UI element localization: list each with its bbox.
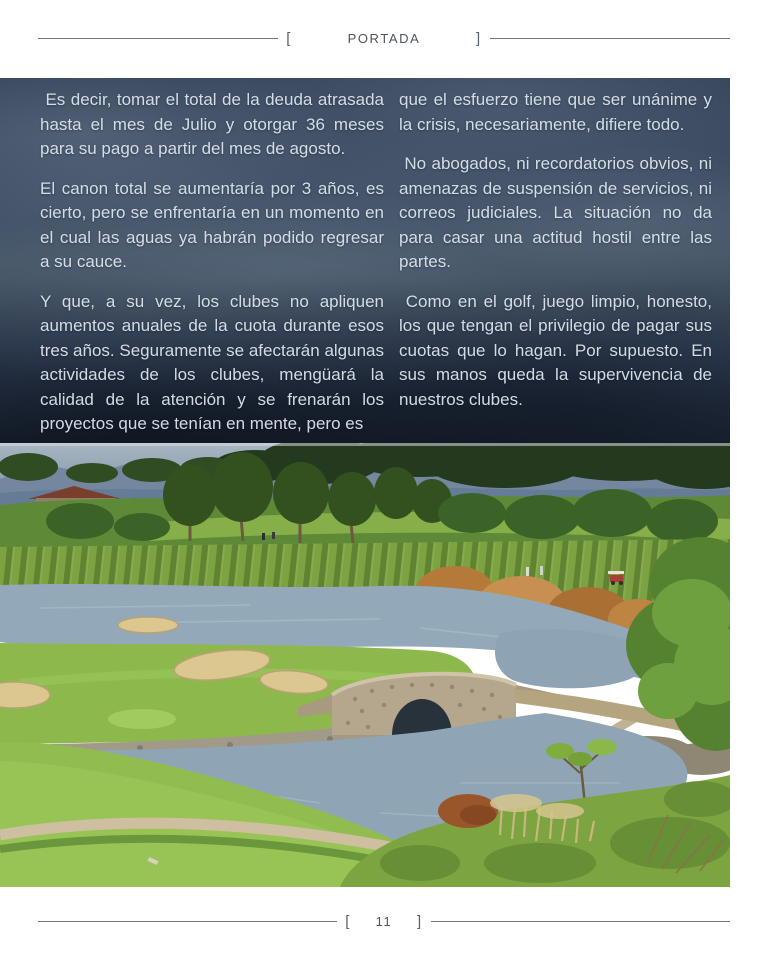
paragraph: Es decir, tomar el total de la deuda atrasada hasta el mes de Julio y otorgar 36 meses para su pago a partir del mes de agosto. xyxy=(40,90,389,158)
article-column-right xyxy=(399,88,717,412)
page-number: 11 xyxy=(375,913,393,929)
header-rule-left xyxy=(38,38,278,39)
paragraph: Y que, a su vez, los clubes no apliquen aumentos anuales de la cuota durante esos tres años. Seguramente se afectarán algunas actividades de los clubes, mengüará la calidad de la atención y se frenarán los proyectos que se tenían en mente, pero es xyxy=(40,291,389,433)
footer-rule-right xyxy=(431,921,730,922)
golf-course-photo xyxy=(0,443,730,887)
paragraph: El canon total se aumentaría por 3 años, es cierto, pero se enfrentaría en un momento en el cual las aguas ya habrán podido regresar a su cauce. xyxy=(40,178,389,271)
footer-bracket-right: ] xyxy=(417,912,423,930)
paragraph: que el esfuerzo tiene que ser unánime y la crisis, necesariamente, difiere todo. xyxy=(399,90,717,134)
paragraph: Como en el golf, juego limpio, honesto, los que tengan el privilegio de pagar sus cuotas que lo hagan. Por supuesto. En sus manos queda la supervivencia de nuestros clubes. xyxy=(399,291,717,409)
footer-rule-left xyxy=(38,921,337,922)
header-section-title: PORTADA xyxy=(347,30,421,46)
header xyxy=(38,30,730,46)
footer xyxy=(38,913,730,929)
paragraph: No abogados, ni recordatorios obvios, ni amenazas de suspensión de servicios, ni correos judiciales. La situación no da para casar una actitud hostil entre las partes. xyxy=(399,154,717,271)
header-bracket-left: [ xyxy=(286,29,292,47)
footer-bracket-left: [ xyxy=(345,912,351,930)
article-hero xyxy=(0,78,730,443)
golf-course-photo-art xyxy=(0,443,730,887)
article-column-left xyxy=(40,88,389,437)
header-bracket-right: ] xyxy=(476,29,482,47)
header-rule-right xyxy=(490,38,730,39)
